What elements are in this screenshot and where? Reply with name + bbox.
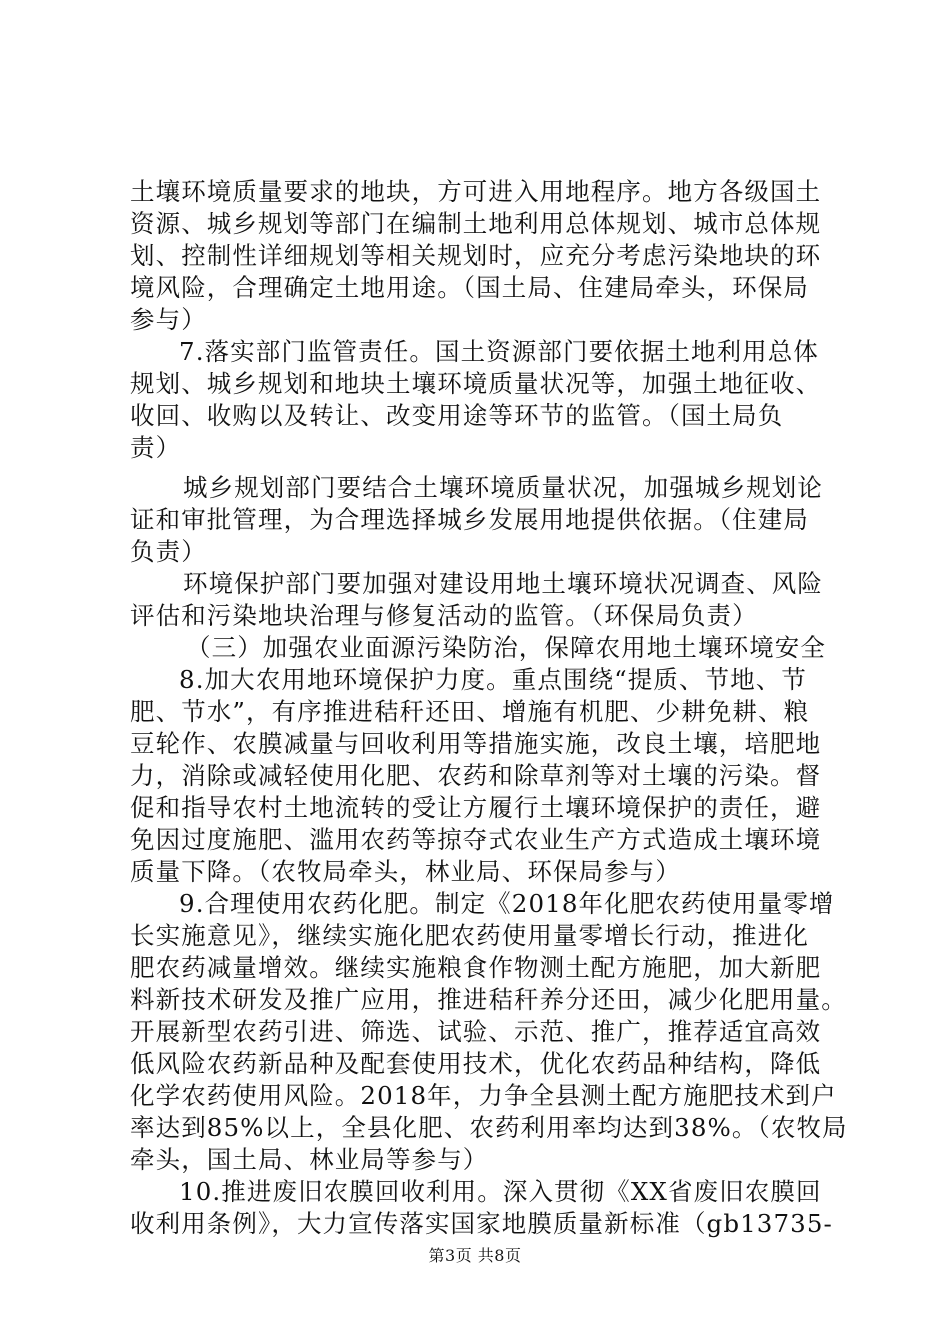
text-line: 收利用条例》，大力宣传落实国家地膜质量新标准（gb13735- [130,1209,833,1238]
text-line: 率达到85%以上，全县化肥、农药利用率均达到38%。（农牧局 [130,1113,848,1142]
text-line: 低风险农药新品种及配套使用技术，优化农药品种结构，降低 [130,1049,822,1078]
text-line: 力，消除或减轻使用化肥、农药和除草剂等对土壤的污染。督 [130,761,822,790]
text-line: 7.落实部门监管责任。国土资源部门要依据土地利用总体 [179,337,819,366]
text-line: 境风险，合理确定土地用途。（国土局、住建局牵头，环保局 [130,273,809,302]
text-line: 规划、城乡规划和地块土壤环境质量状况等，加强土地征收、 [130,369,822,398]
paragraph-gap [130,464,835,472]
text-line: 长实施意见》，继续实施化肥农药使用量零增长行动，推进化 [130,921,809,950]
text-line: 责） [130,433,182,462]
text-line: 9.合理使用农药化肥。制定《2018年化肥农药使用量零增 [179,889,835,918]
text-line: 参与） [130,305,207,334]
text-line: 化学农药使用风险。2018年，力争全县测土配方施肥技术到户 [130,1081,837,1110]
text-line: 资源、城乡规划等部门在编制土地利用总体规划、城市总体规 [130,209,822,238]
text-line: 环境保护部门要加强对建设用地土壤环境状况调查、风险 [183,569,823,598]
text-line: 负责） [130,537,207,566]
text-line: 收回、收购以及转让、改变用途等环节的监管。（国土局负 [130,401,784,430]
text-line: 牵头，国土局、林业局等参与） [130,1145,489,1174]
document-body [130,176,848,1240]
text-line: 证和审批管理，为合理选择城乡发展用地提供依据。（住建局 [130,505,809,534]
text-line: 促和指导农村土地流转的受让方履行土壤环境保护的责任，避 [130,793,822,822]
text-line: 质量下降。（农牧局牵头，林业局、环保局参与） [130,857,681,886]
text-line: 肥农药减量增效。继续实施粮食作物测土配方施肥，加大新肥 [130,953,822,982]
text-line: 8.加大农用地环境保护力度。重点围绕“提质、节地、节 [179,665,807,694]
text-line: 城乡规划部门要结合土壤环境质量状况，加强城乡规划论 [183,473,823,502]
text-line: 10.推进废旧农膜回收利用。深入贯彻《XX省废旧农膜回 [179,1177,822,1206]
page-number-footer: 第3页 共8页 [428,1246,522,1265]
section-heading: （三）加强农业面源污染防治，保障农用地土壤环境安全 [186,633,826,662]
text-line: 评估和污染地块治理与修复活动的监管。（环保局负责） [130,601,758,630]
text-line: 免因过度施肥、滥用农药等掠夺式农业生产方式造成土壤环境 [130,825,822,854]
text-line: 豆轮作、农膜减量与回收利用等措施实施，改良土壤，培肥地 [130,729,822,758]
text-line: 划、控制性详细规划等相关规划时，应充分考虑污染地块的环 [130,241,822,270]
text-line: 肥、节水”，有序推进秸秆还田、增施有机肥、少耕免耕、粮 [130,697,810,726]
text-line: 料新技术研发及推广应用，推进秸秆养分还田，减少化肥用量。 [130,985,847,1014]
text-line: 开展新型农药引进、筛选、试验、示范、推广，推荐适宜高效 [130,1017,822,1046]
text-line: 土壤环境质量要求的地块，方可进入用地程序。地方各级国土 [130,177,822,206]
